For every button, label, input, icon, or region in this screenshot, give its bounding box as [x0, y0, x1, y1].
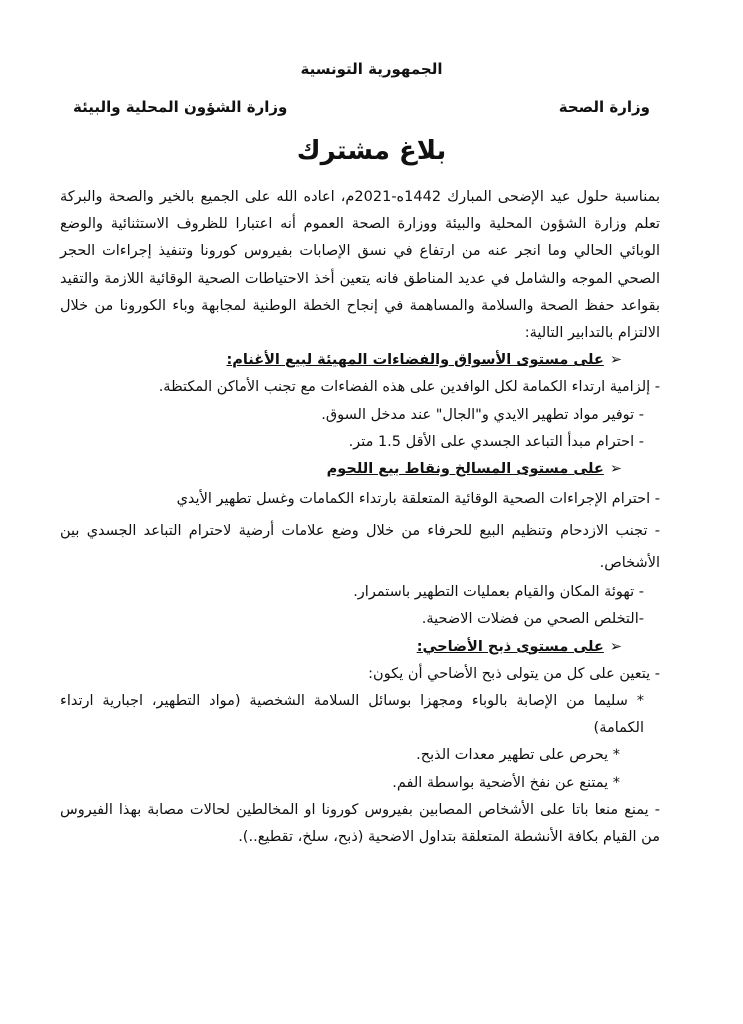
section-heading-text: على مستوى الأسواق والفضاءات المهيئة لبيع الأغنام: [226, 352, 604, 369]
list-item: * سليما من الإصابة بالوباء ومجهزا بوسائل السلامة الشخصية (مواد التطهير، اجبارية ارتداء الكمامة) [60, 693, 644, 737]
list-item: - تهوئة المكان والقيام بعمليات التطهير باستمرار. [353, 584, 644, 601]
ministry-of-local-affairs: وزارة الشؤون المحلية والبيئة [73, 98, 288, 116]
arrow-bullet-icon: ➢ [609, 638, 622, 655]
arrow-bullet-icon: ➢ [609, 352, 622, 369]
list-item: - إلزامية ارتداء الكمامة لكل الوافدين على هذه الفضاءات مع تجنب الأماكن المكتظة. [158, 379, 660, 396]
section-heading-text: على مستوى ذبح الأضاحي: [416, 638, 604, 655]
list-item: - يمنع منعا باتا على الأشخاص المصابين بفيروس كورونا او المخالطين لحالات مصابة بهذا الفيروس من القيام بكافة الأنشطة المتعلقة بتداول الاضحية (ذبح، سلخ، تقطيع..). [60, 801, 660, 846]
list-item: -التخلص الصحي من فضلات الاضحية. [421, 611, 644, 628]
section-heading-text: على مستوى المسالخ ونقاط بيع اللحوم [326, 461, 604, 478]
list-item: * يحرص على تطهير معدات الذبح. [416, 747, 620, 764]
list-item: - احترام الإجراءات الصحية الوقائية المتعلقة بارتداء الكمامات وغسل تطهير الأيدي [176, 491, 660, 508]
list-item: * يمتنع عن نفخ الأضحية بواسطة الفم. [392, 774, 620, 791]
section-heading-markets [60, 347, 660, 374]
section-heading-slaughterhouses [60, 456, 660, 483]
section-heading-sacrifice [60, 634, 660, 661]
list-item: - توفير مواد تطهير الايدي و"الجال" عند مدخل السوق. [321, 406, 644, 423]
intro-paragraph: بمناسبة حلول عيد الإضحى المبارك 1442ه-2021م، اعاده الله على الجميع بالخير والصحة والبركة تعلم وزارة الشؤون المحلية والبيئة ووزارة الصحة العموم أنه اعتبارا للظروف الاستثنائية والوضع الوبائي الحالي وما انجر عنه من ارتفاع في نسق الإصابات بفيروس كورونا وتنفيذ إجراءات الحجر الصحي الموجه والشامل في عديد المناطق فانه يتعين أخذ الاحتياطات الصحية الوقائية اللازمة والتقيد بقواعد حفظ الصحة والسلامة والمساهمة في إنجاح الخطة الوطنية لمجابهة وباء الكورونا من خلال الالتزام بالتدابير التالية: [60, 189, 660, 342]
document-title: بلاغ مشترك [296, 136, 447, 166]
list-item: - يتعين على كل من يتولى ذبح الأضاحي أن يكون: [368, 665, 660, 682]
list-item: - تجنب الازدحام وتنظيم البيع للحرفاء من خلال وضع علامات أرضية لاحترام التباعد الجسدي بين الأشخاص. [60, 523, 660, 572]
list-item: - احترام مبدأ التباعد الجسدي على الأقل 1.5 متر. [348, 433, 644, 450]
document-body [60, 184, 660, 851]
republic-header: الجمهورية التونسية [300, 60, 443, 78]
arrow-bullet-icon: ➢ [609, 461, 622, 478]
ministry-of-health: وزارة الصحة [558, 98, 650, 116]
